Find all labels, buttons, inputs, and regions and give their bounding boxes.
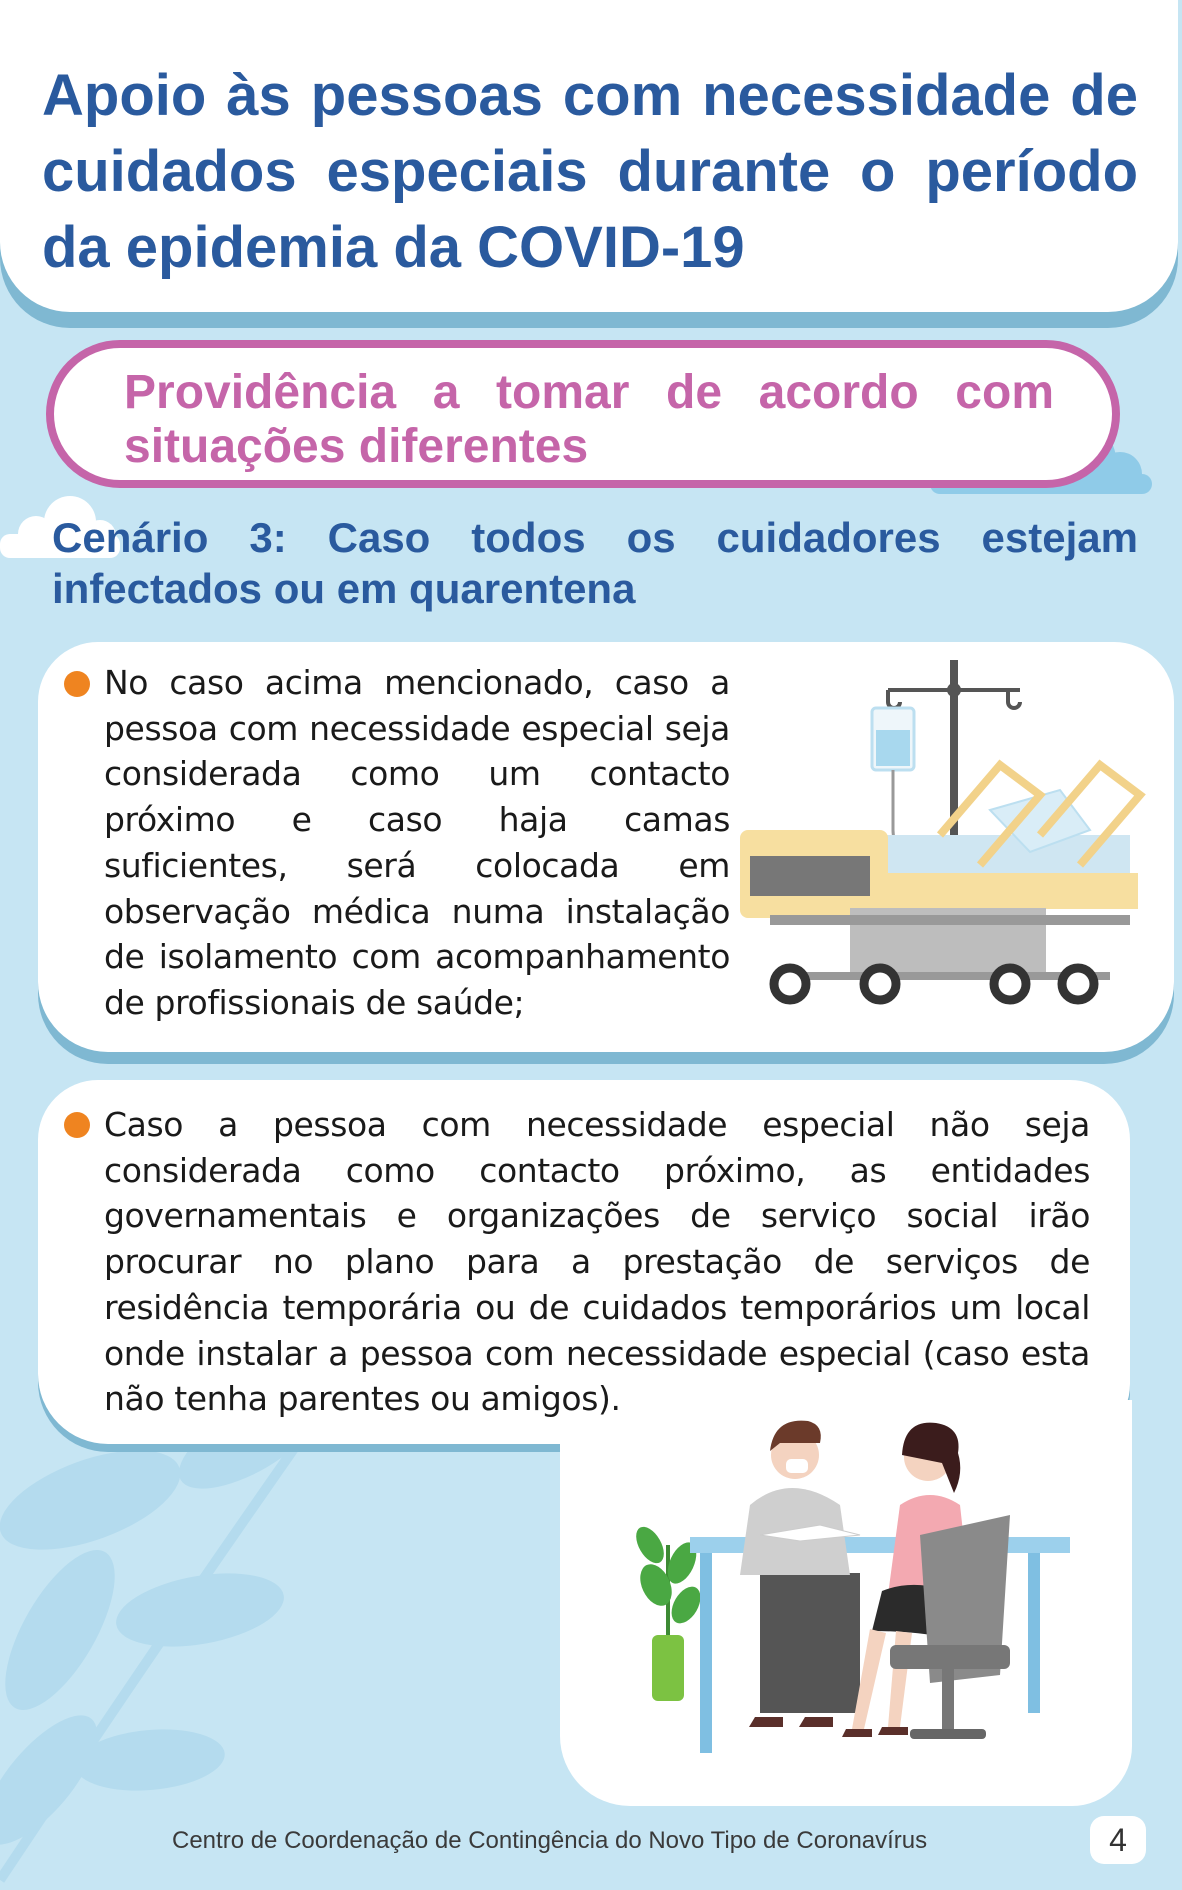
section-pill bbox=[46, 340, 1120, 488]
bullet-icon bbox=[64, 671, 90, 697]
page-title: Apoio às pessoas com necessidade de cuidados especiais durante o período da epidemia da COVID-19 bbox=[42, 63, 1138, 280]
consultation-illustration bbox=[620, 1395, 1080, 1775]
page-number: 4 bbox=[1090, 1816, 1146, 1864]
info-text-1: No caso acima mencionado, caso a pessoa com necessidade especial seja considerada como um contacto próximo e caso haja camas suficientes, será colocada em observação médica numa instalação de isolamento com acompanhamento de profissionais de saúde; bbox=[104, 663, 730, 1022]
info-text-2: Caso a pessoa com necessidade especial não seja considerada como contacto próximo, as entidades governamentais e organizações de serviço social irão procurar no plano para a prestação de serviços de residência temporária ou de cuidados temporários um local onde instalar a pessoa com necessidade especial (caso esta não tenha parentes ou amigos). bbox=[104, 1105, 1090, 1419]
bullet-icon bbox=[64, 1112, 90, 1138]
scenario-heading: Cenário 3: Caso todos os cuidadores estejam infectados ou em quarentena bbox=[52, 514, 1138, 612]
footer-organization: Centro de Coordenação de Contingência do Novo Tipo de Coronavírus bbox=[172, 1827, 928, 1854]
leaf-decoration bbox=[0, 1380, 360, 1890]
section-title: Providência a tomar de acordo com situações diferentes bbox=[124, 366, 1054, 473]
hospital-bed-illustration bbox=[740, 660, 1150, 1010]
header-card bbox=[0, 0, 1178, 312]
